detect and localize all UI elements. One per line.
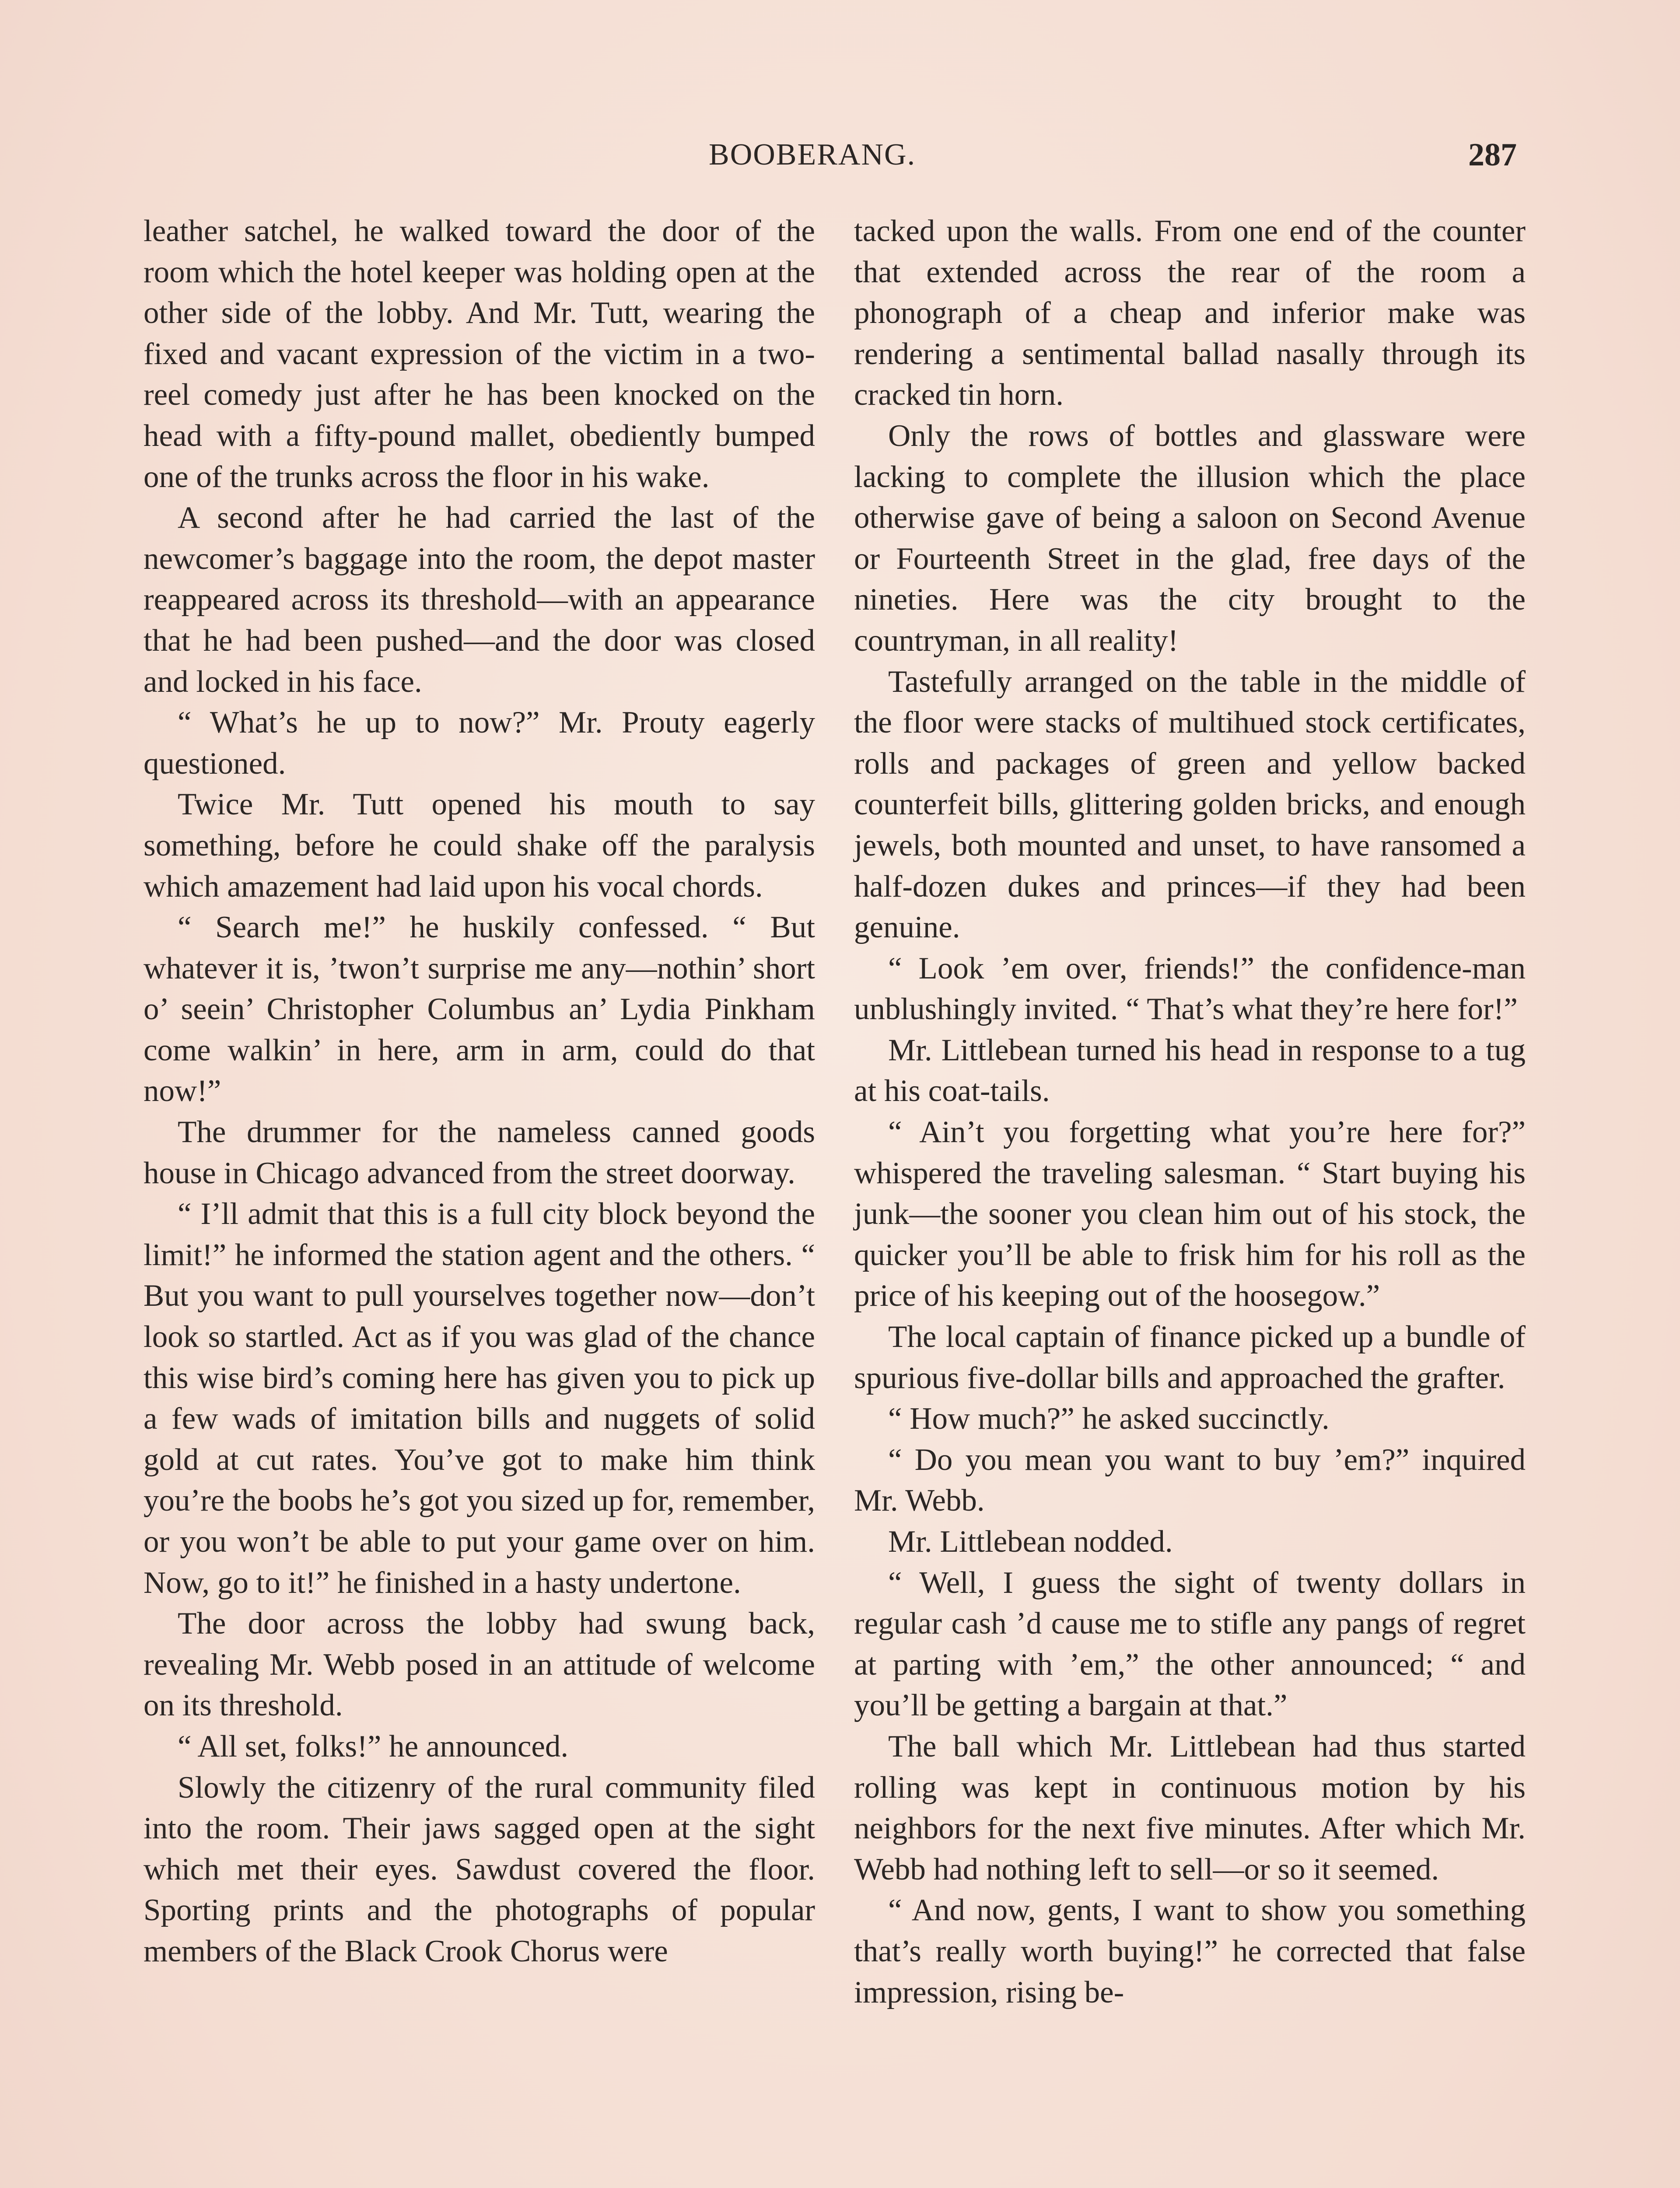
paragraph: “ Search me!” he huskily confessed. “ But whatever it is, ’twon’t surprise me any—nothin’ short o’ seein’ Christopher Columbus an’ Lydia Pinkham come walkin’ in here, arm in arm, could do that now!” bbox=[144, 910, 815, 1108]
paragraph: “ And now, gents, I want to show you something that’s really worth buying!” he corrected that false impression, rising be- bbox=[854, 1893, 1526, 2009]
paragraph: The drummer for the nameless canned goods house in Chicago advanced from the street doorway. bbox=[144, 1115, 815, 1190]
paragraph: Mr. Littlebean nodded. bbox=[888, 1525, 1173, 1559]
page-number: 287 bbox=[1468, 137, 1517, 173]
paragraph: “ What’s he up to now?” Mr. Prouty eagerly questioned. bbox=[144, 705, 815, 781]
paragraph: Twice Mr. Tutt opened his mouth to say something, before he could shake off the paralysis which amazement had laid upon his vocal chords. bbox=[144, 787, 815, 904]
paragraph: “ How much?” he asked succinctly. bbox=[888, 1402, 1330, 1436]
paragraph: Only the rows of bottles and glassware were lacking to complete the illusion which the place otherwise gave of being a saloon on Second Avenue or Fourteenth Street in the glad, free days of the nineties. Here was the city brought to the countryman, in all reality! bbox=[854, 418, 1526, 658]
paragraph: Slowly the citizenry of the rural community filed into the room. Their jaws sagged open at the sight which met their eyes. Sawdust covered the floor. Sporting prints and the photographs of popular members of the Black Crook Chorus were bbox=[144, 1770, 815, 1968]
paragraph: tacked upon the walls. From one end of the counter that extended across the rear of the room a phonograph of a cheap and inferior make was rendering a sentimental ballad nasally through its cracked tin horn. bbox=[854, 214, 1526, 412]
paragraph: leather satchel, he walked toward the door of the room which the hotel keeper was holding open at the other side of the lobby. And Mr. Tutt, wearing the fixed and vacant expression of the victim in a two-reel comedy just after he has been knocked on the head with a fifty-pound mallet, obediently bumped one of the trunks across the floor in his wake. bbox=[144, 214, 815, 494]
running-head bbox=[0, 133, 1680, 177]
left-column bbox=[144, 211, 815, 1972]
paragraph: “ I’ll admit that this is a full city block beyond the limit!” he informed the station agent and the others. “ But you want to pull yourselves together now—don’t look so startled. Act as if you was glad of the chance this wise bird’s coming here has given you to pick up a few wads of imitation bills and nuggets of solid gold at cut rates. You’ve got to make him think you’re the boobs he’s got you sized up for, remember, or you won’t be able to put your game over on him. Now, go to it!” he finished in a hasty undertone. bbox=[144, 1197, 815, 1600]
paragraph: “ Do you mean you want to buy ’em?” inquired Mr. Webb. bbox=[854, 1442, 1526, 1518]
paragraph: The local captain of finance picked up a bundle of spurious five-dollar bills and approached the grafter. bbox=[854, 1320, 1526, 1395]
paragraph: “ Ain’t you forgetting what you’re here for?” whispered the traveling salesman. “ Start buying his junk—the sooner you clean him out of his stock, the quicker you’ll be able to frisk him for his roll as the price of his keeping out of the hoosegow.” bbox=[854, 1115, 1526, 1313]
paragraph: A second after he had carried the last of the newcomer’s baggage into the room, the depot master reappeared across its threshold—with an appearance that he had been pushed—and the door was closed and locked in his face. bbox=[144, 501, 815, 699]
right-column bbox=[854, 211, 1526, 2013]
running-title: BOOBERANG. bbox=[709, 138, 916, 172]
paragraph: “ Well, I guess the sight of twenty dollars in regular cash ’d cause me to stifle any pangs of regret at parting with ’em,” the other announced; “ and you’ll be getting a bargain at that.” bbox=[854, 1565, 1526, 1723]
paragraph: The door across the lobby had swung back, revealing Mr. Webb posed in an attitude of welcome on its threshold. bbox=[144, 1606, 815, 1723]
paragraph: “ Look ’em over, friends!” the confidence-man unblushingly invited. “ That’s what they’re here for!” bbox=[854, 951, 1526, 1027]
paragraph: Tastefully arranged on the table in the middle of the floor were stacks of multihued stock certificates, rolls and packages of green and yellow backed counterfeit bills, glittering golden bricks, and enough jewels, both mounted and unset, to have ransomed a half-dozen dukes and princes—if they had been genuine. bbox=[854, 664, 1526, 945]
paragraph: Mr. Littlebean turned his head in response to a tug at his coat-tails. bbox=[854, 1033, 1526, 1108]
paragraph: “ All set, folks!” he announced. bbox=[178, 1729, 569, 1764]
paragraph: The ball which Mr. Littlebean had thus started rolling was kept in continuous motion by his neighbors for the next five minutes. After which Mr. Webb had nothing left to sell—or so it seemed. bbox=[854, 1729, 1526, 1886]
